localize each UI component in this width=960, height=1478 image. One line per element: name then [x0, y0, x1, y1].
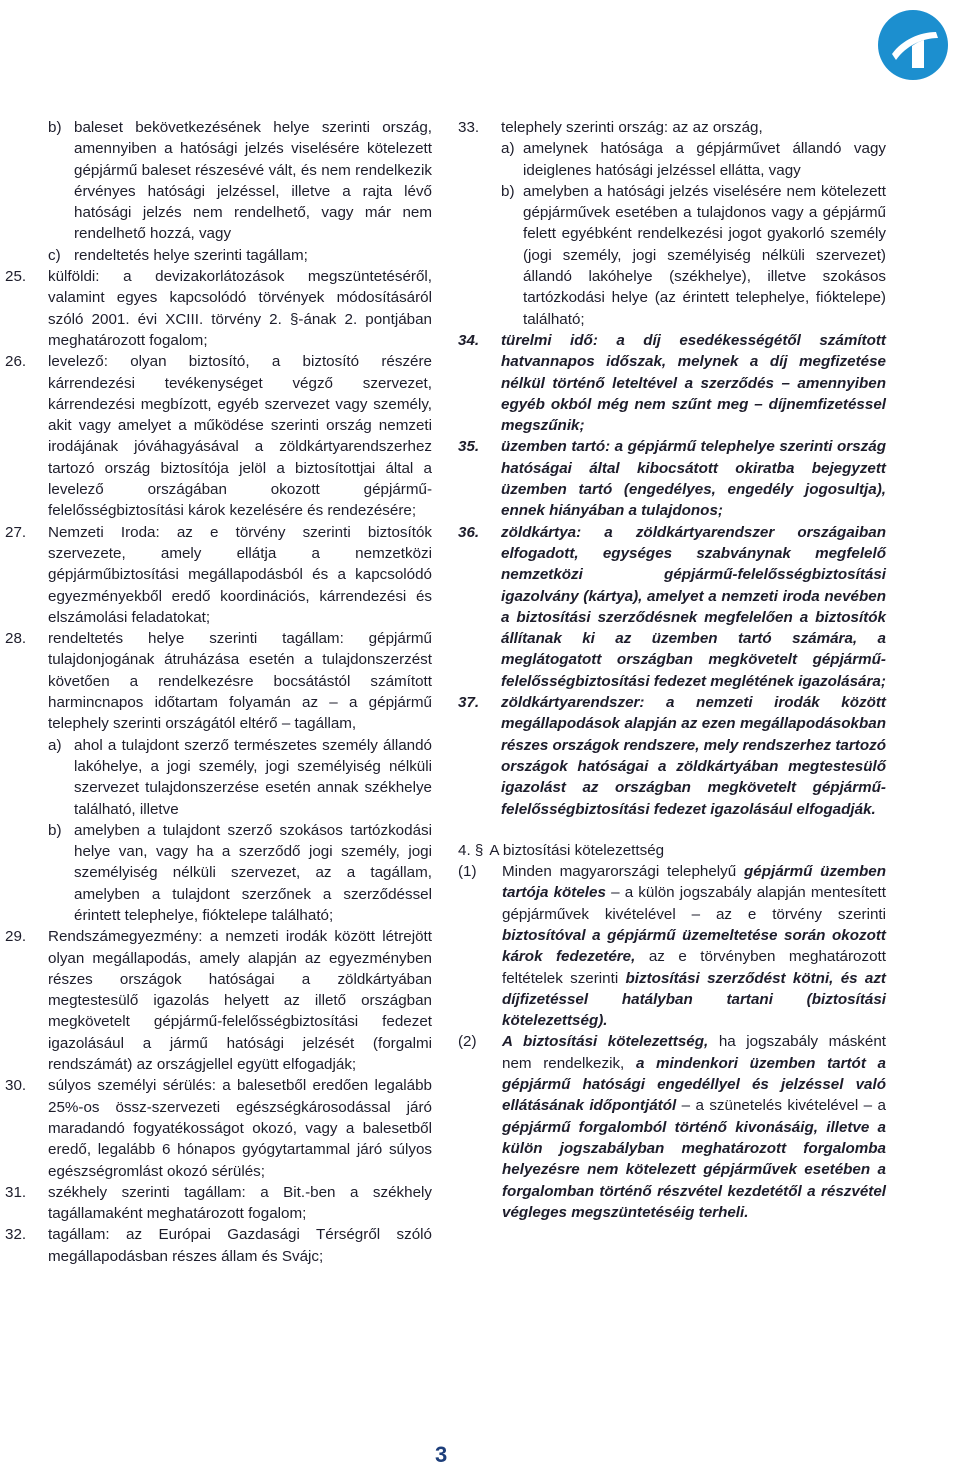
right-column: [458, 117, 886, 1223]
item-text: súlyos személyi sérülés: a balesetből eredően legalább 25%-os össz-szervezeti egészségkárosodással járó maradandó fogyatékosságot okozó, vagy a balesetből eredő, legalább 6 hónapos gyógytartammal járó súlyos egészségromlást okozó sérülés;: [48, 1077, 432, 1180]
definition-item: [5, 1075, 432, 1181]
definition-item: [458, 117, 886, 138]
list-item: [48, 117, 432, 245]
section-title: A biztosítási kötelezettség: [489, 841, 665, 859]
item-text: amelynek hatósága a gépjárművet állandó vagy ideiglenes hatósági jelzéssel ellátta, vagy: [523, 140, 886, 179]
item-label: a): [501, 140, 515, 158]
item-number: 27.: [5, 523, 27, 541]
insurer-logo-icon: [878, 10, 948, 80]
item-text: levelező: olyan biztosító, a biztosító részére kárrendezési tevékenységet végző szervezet, kárrendezési megbízott, egyéb szervezet vagy személy, akit vagy amelyet a működése szerinti ország nemzeti irodájának jóváhagyásával a zöldkártyarendszerhez tartozó ország biztosítója jelöl a biztosítottjai által a levelező országában okozott gépjármű-felelősségbiztosítási károk kezelésére és rendezésére;: [48, 353, 432, 520]
paragraph-text: Minden magyarországi telephelyű gépjármű üzemben tartója köteles – a külön jogszabály alapján mentesített gépjárművek kivételével – az e törvény szerinti biztosítóval a gépjármű üzemeltetése során okozott károk fedezetére, az e törvényben meghatározott feltételek szerinti biztosítási szerződést kötni, és azt díjfizetéssel hatályban tartani (biztosítási kötelezettség).: [502, 863, 886, 1030]
definition-item: [458, 522, 886, 692]
definition-item: [5, 1182, 432, 1225]
item-text: baleset bekövetkezésének helye szerinti ország, amennyiben a hatósági jelzés viselésére kötelezett gépjármű baleset részesévé vált, és nem rendelkezik érvényes hatósági jelzéssel, illetve a rajta lévő hatósági jelzés nem rendelhető, vagy már nem rendelhető hozzá, vagy: [74, 119, 432, 243]
item-text: zöldkártya: a zöldkártyarendszer országaiban elfogadott, egységes szabványnak megfelelő nemzetközi gépjármű-felelősségbiztosítási igazolvány (kártya), amelyet a nemzeti iroda nevében a biztosítási szerződésnek megfelelően a biztosítók állítanak ki az üzemben tartó számára, a meglátogatott országban megkövetelt gépjármű-felelősségbiztosítási fedezet meglétének igazolására;: [501, 523, 886, 690]
item-label: b): [48, 821, 62, 839]
item-number: 31.: [5, 1183, 27, 1201]
item-label: b): [48, 119, 62, 136]
list-item: [48, 820, 432, 926]
definition-item: [5, 1224, 432, 1267]
page-number: 3: [435, 1442, 448, 1467]
item-text: Nemzeti Iroda: az e törvény szerinti biztosítók szervezete, amely ellátja a nemzetközi gépjárműbiztosítási megállapodásból és a kapcsolódó egyezményekből eredő koordinációs, kárrendezési és elszámolási feladatokat;: [48, 523, 432, 626]
item-number: 36.: [458, 523, 480, 541]
item-text: zöldkártyarendszer: a nemzeti irodák között megállapodások alapján az ezen megállapodásokban részes országok rendszere, mely rendszerhez tartozó országok hatóságai a zöldkártyában megtestesülő igazolást az országban megkövetelt gépjármű-felelősségbiztosítási fedezet igazolásául elfogadják.: [501, 694, 886, 818]
item-number: 30.: [5, 1077, 27, 1095]
item-text: ahol a tulajdont szerző természetes személy állandó lakóhelye, a jogi személy, jogi személyiség nélküli szervezet tulajdonszerzése esetén annak székhelye található, illetve: [74, 736, 432, 818]
item-number: 26.: [5, 353, 27, 371]
list-item: [48, 735, 432, 820]
item-number: 29.: [5, 928, 27, 946]
item-text: üzemben tartó: a gépjármű telephelye szerinti ország hatóságai által kibocsátott okiratba bejegyzett üzemben tartó (engedélyes, engedély jogosultja), ennek hiányában a tulajdonos;: [501, 438, 886, 520]
definition-item: [5, 522, 432, 628]
item-number: 34.: [458, 331, 480, 349]
list-item: [48, 245, 432, 266]
list-item: [501, 181, 886, 330]
definition-item: [458, 436, 886, 521]
item-number: 33.: [458, 119, 480, 136]
section-heading: [458, 840, 886, 861]
item-text: amelyben a hatósági jelzés viselésére nem kötelezett gépjárművek esetében a tulajdonos vagy a gépjármű felett egyébként rendelkezési jogot gyakorló személy (jogi személy, jogi személyiség nélküli szervezet) állandó lakóhelye (székhelye), illetve szokásos tartózkodási helye (az érintett telephelye, fióktelepe) található;: [523, 182, 886, 328]
definition-item: [5, 628, 432, 734]
item-text: rendeltetés helye szerinti tagállam: gépjármű tulajdonjogának átruházása esetén a tulajdonszerzést követően a rendelkezésre bocsátástól számított harmincnapos időtartam folyamán az – a gépjármű telephely szerinti országától eltérő – tagállam,: [48, 630, 432, 733]
item-text: Rendszámegyezmény: a nemzeti irodák között létrejött olyan megállapodás, amely alapján az egyezményben részes országok hatóságai a zöldkártyában megtestesülő igazolás helyett az illető országban megkövetelt gépjármű-felelősségbiztosítási fedezet igazolásául a jármű hatósági jelzését (forgalmi rendszámát) az országjellel együtt elfogadják;: [48, 928, 432, 1074]
definition-item: [5, 266, 432, 351]
item-text: amelyben a tulajdont szerző szokásos tartózkodási helye van, vagy ha a szerződő jogi személy, jogi személyiség nélküli szervezet, az a tagállam, amelyben a tulajdont szerzőnek a szerződéssel érintett telephelye, fióktelepe található;: [74, 821, 432, 924]
section-number: 4. §: [458, 841, 484, 859]
paragraph-number: (1): [458, 863, 477, 881]
item-label: b): [501, 182, 515, 200]
paragraph-1: [458, 861, 886, 1031]
item-label: a): [48, 736, 62, 754]
left-column: [5, 117, 432, 1267]
item-text: türelmi idő: a díj esedékességétől számított hatvannapos időszak, melynek a díj megfizetése nélkül történő leteltével a szerződés – amennyiben egyéb okból még nem szűnt meg – díjnemfizetéssel megszűnik;: [501, 331, 886, 435]
paragraph-2: [458, 1031, 886, 1223]
item-number: 35.: [458, 438, 480, 456]
item-text: székhely szerinti tagállam: a Bit.-ben a székhely tagállamaként meghatározott fogalom;: [48, 1183, 432, 1223]
item-number: 25.: [5, 268, 27, 286]
item-text: telephely szerinti ország: az az ország,: [501, 119, 763, 136]
definition-item: [5, 351, 432, 521]
item-number: 37.: [458, 694, 480, 712]
item-number: 32.: [5, 1226, 27, 1244]
definition-item: [458, 330, 886, 436]
item-number: 28.: [5, 630, 27, 648]
item-text: rendeltetés helye szerinti tagállam;: [74, 246, 308, 264]
definition-item: [5, 926, 432, 1075]
list-item: [501, 138, 886, 181]
definition-item: [458, 692, 886, 820]
item-text: tagállam: az Európai Gazdasági Térségről szóló megállapodásban részes állam és Svájc;: [48, 1226, 432, 1265]
paragraph-text: A biztosítási kötelezettség, ha jogszabály másként nem rendelkezik, a mindenkori üzemben tartót a gépjármű hatósági engedéllyel és jelzéssel való ellátásának időpontjától – a szünetelés kivételével – a gépjármű forgalomból történő kivonásáig, illetve a külön jogszabályban meghatározott forgalomba helyezésre nem kötelezett gépjárművek esetében a forgalomban történő részvétel kezdetétől a részvétel végleges megszüntetéséig terheli.: [502, 1033, 887, 1221]
item-text: külföldi: a devizakorlátozások megszüntetéséről, valamint egyes kapcsolódó törvények módosításáról szóló 2001. évi XCIII. törvény 2. §-ának 2. pontjában meghatározott fogalom;: [48, 268, 432, 349]
item-label: c): [48, 246, 61, 264]
paragraph-number: (2): [458, 1033, 477, 1051]
